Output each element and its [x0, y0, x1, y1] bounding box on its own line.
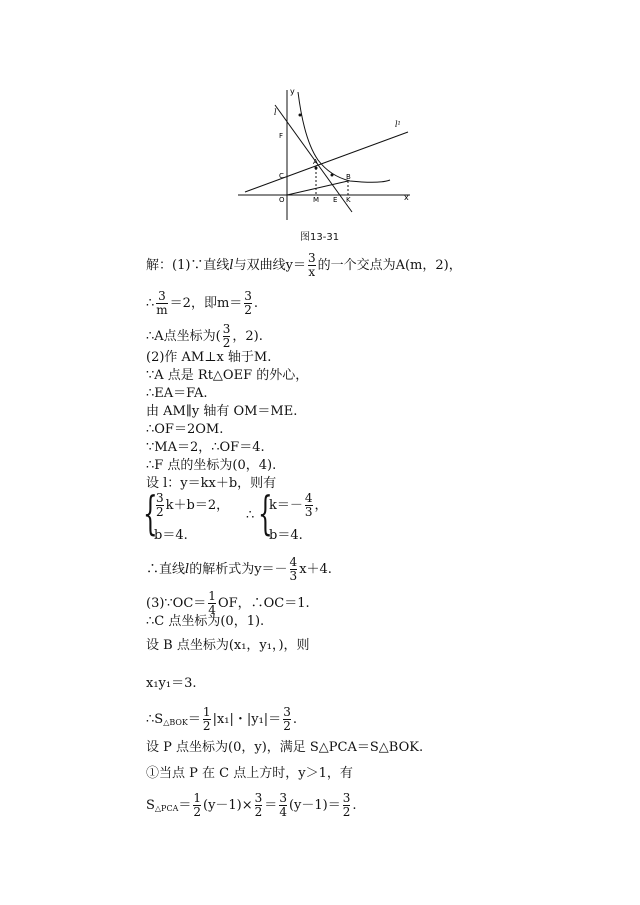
- system-1-eq-1: $\frac{3}{2}$ k＋b＝2，: [156, 491, 230, 519]
- solution-line-3: ∴A点坐标为( $\frac{3}{2}$ ，2).: [146, 322, 263, 350]
- solution-line-14: ∴C 点坐标为(0，1).: [146, 614, 265, 629]
- solution-line-2: ∴ $\frac{3}{m}$ ＝2，即m＝ $\frac{3}{2}$ .: [146, 289, 259, 317]
- solution-line-10: ∴F 点的坐标为(0，4).: [146, 458, 277, 473]
- label-y: y: [290, 87, 295, 96]
- figure-caption: 图13-31: [300, 232, 340, 243]
- label-l: l: [274, 108, 277, 117]
- system-2-therefore: ∴: [246, 508, 255, 523]
- solution-line-20: $S_{\triangle PCA}=$ $\frac{1}{2}$ (y－1)× $\frac{3}{2}$ ＝ $\frac{3}{4}$ (y－1)＝ $\frac{3}{2}$ .: [146, 791, 357, 819]
- solution-line-4: (2)作 AM⊥x 轴于M.: [146, 350, 272, 365]
- solution-line-1: 解：(1)∵直线l与双曲线y＝ $\frac{3}{x}$ 的一个交点为A(m，2)，: [146, 251, 462, 279]
- solution-line-18: 设 P 点坐标为(0，y)，满足 S△PCA＝S△BOK.: [146, 740, 424, 755]
- solution-line-8: ∴OF＝2OM.: [146, 422, 224, 437]
- solution-line-16: x₁y₁＝3.: [146, 676, 197, 691]
- solution-line-6: ∴EA＝FA.: [146, 386, 208, 401]
- label-K: K: [346, 196, 351, 204]
- system-2-eq-1: k＝－ $\frac{4}{3}$ ，: [269, 491, 328, 519]
- label-O: O: [279, 196, 285, 204]
- label-C: C: [279, 172, 284, 180]
- label-F: F: [279, 132, 284, 140]
- label-A: A: [313, 158, 318, 166]
- solution-line-19: ①当点 P 在 C 点上方时，y＞1，有: [146, 766, 353, 781]
- solution-line-5: ∵A 点是 Rt△OEF 的外心，: [146, 368, 309, 383]
- label-B: B: [346, 173, 351, 181]
- coordinate-figure: [230, 80, 420, 230]
- solution-line-15: 设 B 点坐标为(x₁，y₁，)，则: [146, 638, 310, 653]
- system-2-eq-2: b＝4.: [269, 528, 303, 543]
- solution-line-12: ∴直线l的解析式为y＝－ $\frac{4}{3}$ x＋4.: [146, 555, 332, 583]
- system-1-eq-2: b＝4.: [154, 528, 188, 543]
- label-l1: l¹: [395, 120, 401, 129]
- solution-line-11: 设 l：y＝kx＋b，则有: [146, 476, 277, 491]
- system-brace-2: {: [258, 486, 273, 540]
- solution-line-17: $\therefore S_{\triangle BOK}=$ $\frac{1}{2}$ |x₁|・|y₁|＝ $\frac{3}{2}$ .: [146, 705, 297, 733]
- label-x: x: [404, 193, 409, 202]
- system-brace-1: {: [143, 486, 158, 540]
- solution-line-13: (3)∵OC＝ $\frac{1}{4}$ OF，∴OC＝1.: [146, 589, 310, 617]
- solution-line-9: ∵MA＝2，∴OF＝4.: [146, 440, 265, 455]
- label-M: M: [313, 196, 320, 204]
- solution-line-7: 由 AM∥y 轴有 OM＝ME.: [146, 404, 298, 419]
- label-E: E: [333, 196, 338, 204]
